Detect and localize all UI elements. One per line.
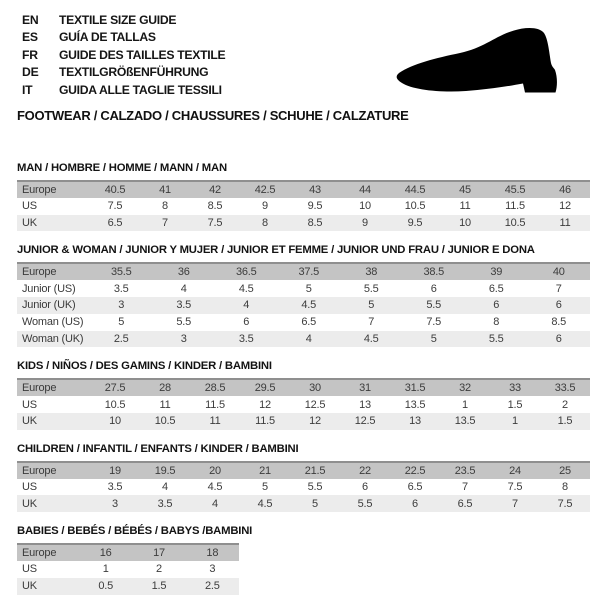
size-cell: 36.5 (235, 266, 257, 279)
size-cell: 1 (462, 398, 468, 411)
size-cell: 8 (493, 316, 500, 329)
size-row-uk (17, 578, 239, 595)
size-cell: 4.5 (257, 497, 273, 510)
size-cell: 29.5 (254, 382, 276, 395)
size-cell: 2.5 (113, 332, 129, 345)
row-label: UK (22, 497, 37, 510)
size-cell: 7.5 (557, 497, 573, 510)
size-table-title: CHILDREN / INFANTIL / ENFANTS / KINDER / BAMBINI (17, 442, 299, 455)
size-cell: 7 (368, 316, 375, 329)
size-cell: 30 (309, 382, 321, 395)
language-row (22, 82, 225, 99)
size-cell: 1.5 (507, 398, 523, 411)
size-table (17, 461, 590, 512)
size-cell: 20 (209, 464, 221, 477)
size-cell: 12.5 (304, 398, 326, 411)
size-cell: 10 (359, 200, 371, 213)
size-row-uk (17, 495, 590, 512)
size-cell: 31 (359, 382, 371, 395)
size-cell: 23.5 (454, 464, 476, 477)
size-cell: 22.5 (404, 464, 426, 477)
size-row-europe (17, 462, 590, 479)
size-cell: 12 (309, 415, 321, 428)
size-cell: 3.5 (157, 497, 173, 510)
size-cell: 28 (159, 382, 171, 395)
size-cell: 6.5 (301, 316, 317, 329)
row-label: Europe (22, 382, 57, 395)
size-cell: 25 (559, 464, 571, 477)
size-cell: 4.5 (363, 332, 379, 345)
size-row-woman-uk (17, 331, 590, 348)
size-cell: 27.5 (104, 382, 126, 395)
size-table-section (17, 162, 590, 231)
language-row (22, 64, 225, 81)
size-cell: 8 (262, 216, 268, 229)
size-cell: 6.5 (107, 216, 123, 229)
size-cell: 31.5 (404, 382, 426, 395)
size-cell: 12.5 (354, 415, 376, 428)
row-label: US (22, 200, 37, 213)
size-row-europe (17, 181, 590, 198)
size-cell: 41 (159, 183, 171, 196)
size-cell: 44 (359, 183, 371, 196)
language-label: TEXTILE SIZE GUIDE (59, 13, 177, 27)
size-cell: 5.5 (426, 299, 442, 312)
size-cell: 10.5 (404, 200, 426, 213)
size-cell: 6.5 (488, 282, 504, 295)
size-cell: 5 (430, 332, 437, 345)
size-row-woman-us (17, 314, 590, 331)
size-cell: 8.5 (307, 216, 323, 229)
size-cell: 7.5 (207, 216, 223, 229)
size-cell: 4 (180, 282, 187, 295)
size-cell: 46 (559, 183, 571, 196)
size-cell: 3.5 (107, 480, 123, 493)
size-row-europe (17, 544, 239, 561)
row-label: Woman (US) (22, 316, 84, 329)
size-cell: 19 (109, 464, 121, 477)
size-row-us (17, 479, 590, 496)
size-cell: 5.5 (357, 497, 373, 510)
size-cell: 3.5 (238, 332, 254, 345)
size-cell: 5 (118, 316, 125, 329)
size-cell: 5.5 (307, 480, 323, 493)
size-cell: 37.5 (298, 266, 320, 279)
row-label: Woman (UK) (22, 332, 84, 345)
language-label: GUIDA ALLE TAGLIE TESSILI (59, 82, 222, 97)
size-cell: 38.5 (423, 266, 445, 279)
size-cell: 10.5 (154, 415, 176, 428)
size-table (17, 378, 590, 429)
size-row-junior-uk (17, 297, 590, 314)
size-cell: 9.5 (307, 200, 323, 213)
size-row-us (17, 396, 590, 413)
size-cell: 9 (262, 200, 268, 213)
size-row-us (17, 198, 590, 215)
size-row-europe (17, 263, 590, 280)
size-cell: 44.5 (404, 183, 426, 196)
size-cell: 10 (109, 415, 121, 428)
size-cell: 3 (118, 299, 125, 312)
size-tables (17, 162, 590, 608)
row-label: US (22, 563, 37, 576)
size-cell: 21.5 (304, 464, 326, 477)
size-cell: 6 (362, 480, 368, 493)
size-cell: 5 (305, 282, 312, 295)
size-cell: 5.5 (176, 316, 192, 329)
size-cell: 4 (243, 299, 250, 312)
size-cell: 11 (459, 200, 471, 213)
size-cell: 45 (459, 183, 471, 196)
size-cell: 8.5 (207, 200, 223, 213)
size-cell: 22 (359, 464, 371, 477)
language-row (22, 12, 225, 29)
size-cell: 12 (259, 398, 271, 411)
size-cell: 3 (112, 497, 118, 510)
row-label: Europe (22, 183, 57, 196)
size-cell: 40 (552, 266, 565, 279)
size-cell: 7 (512, 497, 518, 510)
size-cell: 3.5 (113, 282, 129, 295)
language-code: DE (22, 65, 39, 80)
size-table (17, 180, 590, 231)
size-cell: 7.5 (107, 200, 123, 213)
size-cell: 0.5 (98, 580, 114, 593)
language-label: TEXTILGRÖßENFÜHRUNG (59, 65, 209, 80)
language-row (22, 29, 225, 46)
size-cell: 11 (209, 415, 221, 428)
size-cell: 5 (368, 299, 375, 312)
size-cell: 5.5 (363, 282, 379, 295)
size-cell: 2.5 (204, 580, 220, 593)
size-cell: 6.5 (457, 497, 473, 510)
size-cell: 17 (153, 547, 165, 560)
language-label: GUIDE DES TAILLES TEXTILE (59, 47, 226, 62)
size-row-junior-us (17, 280, 590, 297)
size-cell: 16 (99, 547, 112, 560)
size-cell: 10.5 (504, 216, 526, 229)
size-cell: 38 (365, 266, 378, 279)
row-label: UK (22, 216, 37, 229)
size-cell: 1.5 (557, 415, 573, 428)
size-table-title: JUNIOR & WOMAN / JUNIOR Y MUJER / JUNIOR ET FEMME / JUNIOR UND FRAU / JUNIOR E DONA (17, 244, 535, 257)
size-table-title: BABIES / BEBÉS / BÉBÉS / BABYS /BAMBINI (17, 525, 253, 538)
size-cell: 4.5 (301, 299, 317, 312)
row-label: Junior (US) (22, 282, 76, 295)
size-cell: 5 (262, 480, 268, 493)
size-cell: 11.5 (505, 200, 525, 213)
size-cell: 11.5 (205, 398, 225, 411)
footwear-section-title: FOOTWEAR / CALZADO / CHAUSSURES / SCHUHE / CALZATURE (17, 108, 409, 123)
size-cell: 1 (512, 415, 518, 428)
size-cell: 7.5 (507, 480, 523, 493)
size-cell: 43 (309, 183, 321, 196)
size-cell: 33 (509, 382, 521, 395)
size-cell: 7 (462, 480, 468, 493)
size-cell: 13 (359, 398, 371, 411)
size-cell: 6.5 (407, 480, 423, 493)
row-label: UK (22, 580, 37, 593)
size-cell: 5 (312, 497, 318, 510)
size-cell: 6 (555, 332, 562, 345)
size-cell: 45.5 (504, 183, 526, 196)
size-cell: 6 (430, 282, 437, 295)
size-cell: 9 (362, 216, 368, 229)
size-cell: 4.5 (238, 282, 254, 295)
size-cell: 40.5 (104, 183, 126, 196)
size-row-europe (17, 379, 590, 396)
size-cell: 5.5 (488, 332, 504, 345)
size-cell: 4.5 (207, 480, 223, 493)
size-cell: 7 (555, 282, 562, 295)
size-cell: 3 (180, 332, 187, 345)
row-label: US (22, 398, 37, 411)
size-cell: 7.5 (426, 316, 442, 329)
size-row-us (17, 561, 239, 578)
size-row-uk (17, 413, 590, 430)
size-table-section (17, 443, 590, 512)
size-cell: 8 (562, 480, 568, 493)
size-table-section (17, 360, 590, 429)
size-table (17, 543, 239, 594)
size-cell: 1 (102, 563, 109, 576)
size-cell: 42.5 (254, 183, 276, 196)
size-cell: 3 (209, 563, 216, 576)
language-row (22, 47, 225, 64)
size-cell: 8 (162, 200, 168, 213)
size-table (17, 262, 590, 347)
size-cell: 4 (162, 480, 168, 493)
size-cell: 36 (177, 266, 190, 279)
size-cell: 32 (459, 382, 471, 395)
size-table-title: MAN / HOMBRE / HOMME / MANN / MAN (17, 162, 227, 174)
shoe-icon (392, 26, 572, 98)
language-list (22, 12, 225, 99)
size-cell: 11.5 (255, 415, 275, 428)
size-cell: 33.5 (554, 382, 576, 395)
size-cell: 13.5 (404, 398, 426, 411)
size-table-section (17, 244, 590, 347)
size-cell: 2 (562, 398, 568, 411)
size-cell: 28.5 (204, 382, 226, 395)
size-cell: 12 (559, 200, 571, 213)
size-cell: 6 (243, 316, 250, 329)
size-cell: 42 (209, 183, 221, 196)
size-cell: 35.5 (110, 266, 132, 279)
size-cell: 10 (459, 216, 471, 229)
size-cell: 6 (493, 299, 500, 312)
size-cell: 24 (509, 464, 521, 477)
row-label: US (22, 480, 37, 493)
size-cell: 6 (412, 497, 418, 510)
size-table-section (17, 525, 590, 594)
size-cell: 10.5 (104, 398, 126, 411)
size-cell: 11 (559, 216, 571, 229)
language-code: IT (22, 82, 33, 97)
size-cell: 6 (555, 299, 562, 312)
language-code: ES (22, 30, 38, 45)
size-cell: 4 (212, 497, 218, 510)
row-label: Junior (UK) (22, 299, 76, 312)
size-cell: 39 (490, 266, 503, 279)
size-cell: 1.5 (151, 580, 167, 593)
size-cell: 21 (259, 464, 271, 477)
size-cell: 7 (162, 216, 168, 229)
size-cell: 8.5 (551, 316, 567, 329)
size-cell: 18 (206, 547, 219, 560)
row-label: Europe (22, 547, 57, 560)
size-cell: 19.5 (154, 464, 176, 477)
row-label: UK (22, 415, 37, 428)
size-cell: 13 (409, 415, 421, 428)
size-table-title: KIDS / NIÑOS / DES GAMINS / KINDER / BAMBINI (17, 360, 272, 373)
size-cell: 4 (305, 332, 312, 345)
size-cell: 2 (156, 563, 162, 576)
language-label: GUÍA DE TALLAS (59, 30, 156, 45)
row-label: Europe (22, 266, 57, 279)
size-row-uk (17, 215, 590, 232)
size-cell: 3.5 (176, 299, 192, 312)
language-code: EN (22, 13, 39, 27)
size-cell: 9.5 (407, 216, 423, 229)
size-cell: 11 (159, 398, 171, 411)
size-cell: 13.5 (454, 415, 476, 428)
language-code: FR (22, 47, 38, 62)
row-label: Europe (22, 464, 57, 477)
